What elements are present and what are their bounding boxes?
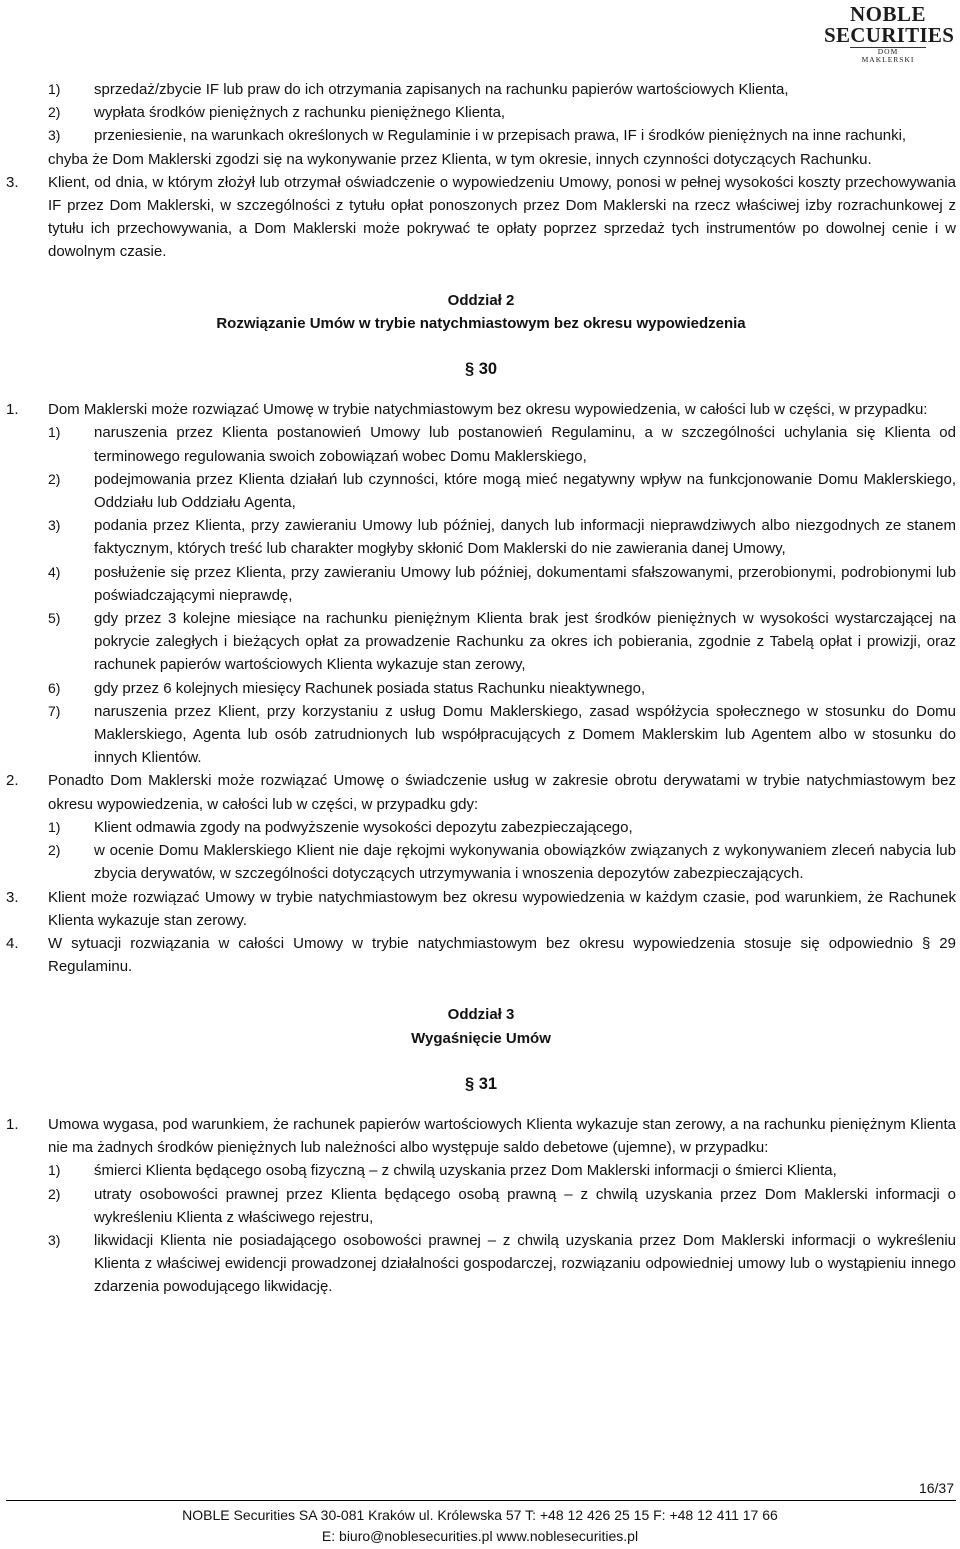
item-number: 3) [48,1231,61,1248]
company-logo [824,2,955,64]
item-text: podania przez Klienta, przy zawieraniu Umowy lub później, danych lub informacji nieprawdziwych albo niezgodnych ze stanem faktycznym, których treść lub charakter mogłyby skłonić Dom Maklerski do nie zawierania danej Umowy, [94,517,956,558]
footer-address: NOBLE Securities SA 30-081 Kraków ul. Królewska 57 T: +48 12 426 25 15 F: +48 12 411 17 66 [182,1507,778,1523]
item-text: utraty osobowości prawnej przez Klienta będącego osobą prawną – z chwilą uzyskania przez Dom Maklerski informacji o wykreśleniu Klienta z właściwego rejestru, [94,1185,956,1226]
list-item [6,78,956,101]
list-item [6,1159,956,1182]
continuation-text: chyba że Dom Maklerski zgodzi się na wykonywanie przez Klienta, w tym okresie, innych czynności dotyczących Rachunku. [48,150,872,168]
footer-divider [6,1500,956,1501]
list-item [6,421,956,467]
logo-line1: NOBLE [849,2,927,26]
document-body [6,78,956,1299]
section-title: Oddział 3 [447,1006,515,1024]
logo-line3: DOM MAKLERSKI [850,47,926,64]
paragraph-text: W sytuacji rozwiązania w całości Umowy w trybie natychmiastowym bez okresu wypowiedzenia stosuje się odpowiednio § 29 Regulaminu. [48,934,956,976]
numbered-paragraph [6,886,956,932]
paragraph-number: 3. [6,888,19,906]
item-text: sprzedaż/zbycie IF lub praw do ich otrzymania zapisanych na rachunku papierów wartościowych Klienta, [94,81,789,98]
paragraph-number: 4. [6,934,19,952]
paragraph-number: 2. [6,772,19,790]
numbered-paragraph [6,398,956,421]
list-item [6,839,956,885]
numbered-paragraph [6,769,956,815]
item-number: 1) [48,81,61,97]
paragraph-text: Klient może rozwiązać Umowy w trybie natychmiastowym bez okresu wypowiedzenia w każdym czasie, pod warunkiem, że Rachunek Klienta wykazuje stan zerowy. [48,888,956,929]
item-number: 6) [48,679,61,696]
numbered-paragraph [6,171,956,264]
item-number: 2) [48,104,61,121]
list-item [6,677,956,700]
paragraph-number: 1. [6,401,19,419]
footer [0,1505,960,1547]
item-number: 1) [48,818,61,835]
paragraph-symbol: § 31 [464,1074,498,1093]
list-item [6,468,956,514]
item-number: 1) [48,424,61,441]
item-number: 3) [48,517,61,534]
item-number: 2) [48,842,61,859]
list-item [6,124,956,147]
paragraph-text: Ponadto Dom Maklerski może rozwiązać Umowę o świadczenie usług w zakresie obrotu derywatami w trybie natychmiastowym bez okresu wypowiedzenia, w całości lub w części, w przypadku gdy: [48,772,956,813]
item-text: gdy przez 3 kolejne miesiące na rachunku pieniężnym Klienta brak jest środków pieniężnych w wysokości wystarczającej na pokrycie zaległych i bieżących opłat za prowadzenie Rachunku za okres ich pobierania, zgodnie z Tabelą opłat i prowizji, oraz rachunek papierów wartościowych Klienta wykazuje stan zerowy, [94,610,956,674]
paragraph-number: 1. [6,1115,19,1133]
list-item [6,1183,956,1229]
item-text: śmierci Klienta będącego osobą fizyczną – z chwilą uzyskania przez Dom Maklerski informacji o śmierci Klienta, [94,1162,837,1180]
numbered-paragraph [6,932,956,978]
item-number: 1) [48,1162,61,1179]
item-text: wypłata środków pieniężnych z rachunku pieniężnego Klienta, [94,104,506,122]
section-title: Oddział 2 [447,291,515,309]
item-text: Klient odmawia zgody na podwyższenie wysokości depozytu zabezpieczającego, [94,818,633,836]
item-text: likwidacji Klienta nie posiadającego osobowości prawnej – z chwilą uzyskania przez Dom Maklerski informacji o wykreśleniu Klienta z właściwej ewidencji prowadzonej działalności gospodarczej, rozwiązaniu odpowiedniej umowy lub o wystąpieniu innego zdarzenia powodującego likwidację. [94,1231,956,1296]
paragraph-symbol: § 30 [464,360,498,379]
list-item [6,514,956,560]
page-number: 16/37 [918,1480,954,1496]
logo-line2: SECURITIES [824,23,955,47]
item-number: 2) [48,470,61,487]
item-text: w ocenie Domu Maklerskiego Klient nie daje rękojmi wykonywania obowiązków związanych z wykonywaniem zleceń nabycia lub zbycia derywatów, w szczególności dotyczących utrzymywania i wnoszenia depozytów zabezpieczających. [94,842,956,883]
item-text: posłużenie się przez Klienta, przy zawieraniu Umowy lub później, dokumentami sfałszowanymi, przerobionymi, podrobionymi lub poświadczającymi nieprawdę, [94,563,956,604]
section-subtitle: Wygaśnięcie Umów [411,1029,551,1047]
section-subtitle: Rozwiązanie Umów w trybie natychmiastowym bez okresu wypowiedzenia [216,314,746,332]
paragraph-number: 3. [6,173,19,191]
list-item [6,1229,956,1299]
list-item [6,607,956,677]
footer-contact: E: biuro@noblesecurities.pl www.noblesecurities.pl [321,1528,639,1544]
item-text: podejmowania przez Klienta działań lub czynności, które mogą mieć negatywny wpływ na funkcjonowanie Domu Maklerskiego, Oddziału lub Oddziału Agenta, [94,470,956,512]
list-item [6,101,956,124]
item-number: 7) [48,702,61,719]
list-item [6,561,956,607]
item-text: gdy przez 6 kolejnych miesięcy Rachunek posiada status Rachunku nieaktywnego, [94,679,646,697]
item-number: 3) [48,127,61,144]
numbered-paragraph [6,1113,956,1159]
item-text: naruszenia przez Klienta postanowień Umowy lub postanowień Regulaminu, a w szczególności uchylania się Klienta od terminowego regulowania swoich zobowiązań wobec Domu Maklerskiego, [94,424,956,465]
list-item [6,700,956,770]
paragraph-text: Umowa wygasa, pod warunkiem, że rachunek papierów wartościowych Klienta wykazuje stan zerowy, a na rachunku pieniężnym Klienta nie ma żadnych środków pieniężnych lub należności albo występuje saldo debetowe (ujemne), w przypadku: [48,1115,956,1157]
item-number: 4) [48,563,61,580]
item-number: 2) [48,1185,61,1202]
item-text: przeniesienie, na warunkach określonych w Regulaminie i w przepisach prawa, IF i środków pieniężnych na inne rachunki, [94,127,907,145]
item-number: 5) [48,610,61,627]
item-text: naruszenia przez Klient, przy korzystaniu z usług Domu Maklerskiego, zasad współżycia społecznego w stosunku do Domu Maklerskiego, Agenta lub osób zatrudnionych lub współpracujących z Domem Maklerskim lub Agentem albo w stosunku do innych Klientów. [94,702,956,767]
paragraph-text: Klient, od dnia, w którym złożył lub otrzymał oświadczenie o wypowiedzeniu Umowy, ponosi w pełnej wysokości koszty przechowywania IF przez Dom Maklerski, w szczególności z tytułu opłat ponoszonych przez Dom Maklerski na rzecz właściwej izby rozrachunkowej z tytułu ich przechowywania, a Dom Maklerski może pokrywać te opłaty poprzez sprzedaż tych instrumentów po dowolnej cenie i w dowolnym czasie. [48,173,956,261]
list-item [6,816,956,839]
paragraph-text: Dom Maklerski może rozwiązać Umowę w trybie natychmiastowym bez okresu wypowiedzenia, w całości lub w części, w przypadku: [48,401,928,419]
